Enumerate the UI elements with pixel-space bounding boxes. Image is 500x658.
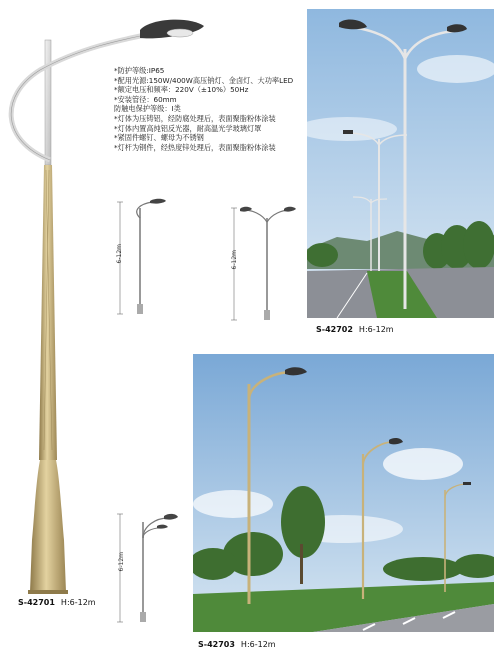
spec-line: *紧固件螺钉、螺母为不锈钢 bbox=[114, 133, 204, 143]
spec-line: *灯杆为钢件，经热度锌处理后，表面聚脂粉体涂装 bbox=[114, 142, 276, 152]
height-range: H:6-12m bbox=[240, 640, 276, 649]
product-caption-s42703 bbox=[198, 640, 276, 649]
model-number: S-42703 bbox=[198, 640, 235, 649]
dimension-drawing-double-arm bbox=[228, 202, 298, 327]
dimension-label: 6-12m bbox=[231, 250, 238, 270]
height-range: H:6-12m bbox=[60, 598, 96, 607]
spec-line: *安装管径：60mm bbox=[114, 94, 177, 104]
spec-line: *配用光源:150W/400W高压钠灯、金卤灯、大功率LED bbox=[114, 75, 294, 85]
spec-line: *灯体为压铸铝，经防腐处理后，表面聚脂粉体涂装 bbox=[114, 113, 276, 123]
dimension-label: 6-12m bbox=[116, 244, 123, 264]
specifications-list bbox=[114, 66, 299, 152]
spec-line: *额定电压和频率：220V（±10%）50Hz bbox=[114, 85, 249, 95]
product-caption-s42701 bbox=[18, 598, 96, 607]
height-range: H:6-12m bbox=[358, 325, 394, 334]
spec-line: *灯体内置高纯铝反光器，耐高温光学玻璃灯罩 bbox=[114, 123, 262, 133]
dimension-label: 6-12m bbox=[118, 552, 125, 572]
model-number: S-42701 bbox=[18, 598, 55, 607]
model-number: S-42702 bbox=[316, 325, 353, 334]
product-photo-s42703 bbox=[193, 354, 494, 632]
spec-line: 防触电保护等级：I类 bbox=[114, 104, 181, 114]
product-caption-s42702 bbox=[316, 325, 394, 334]
product-photo-s42702 bbox=[307, 9, 494, 318]
spec-line: *防护等级:IP65 bbox=[114, 66, 165, 75]
